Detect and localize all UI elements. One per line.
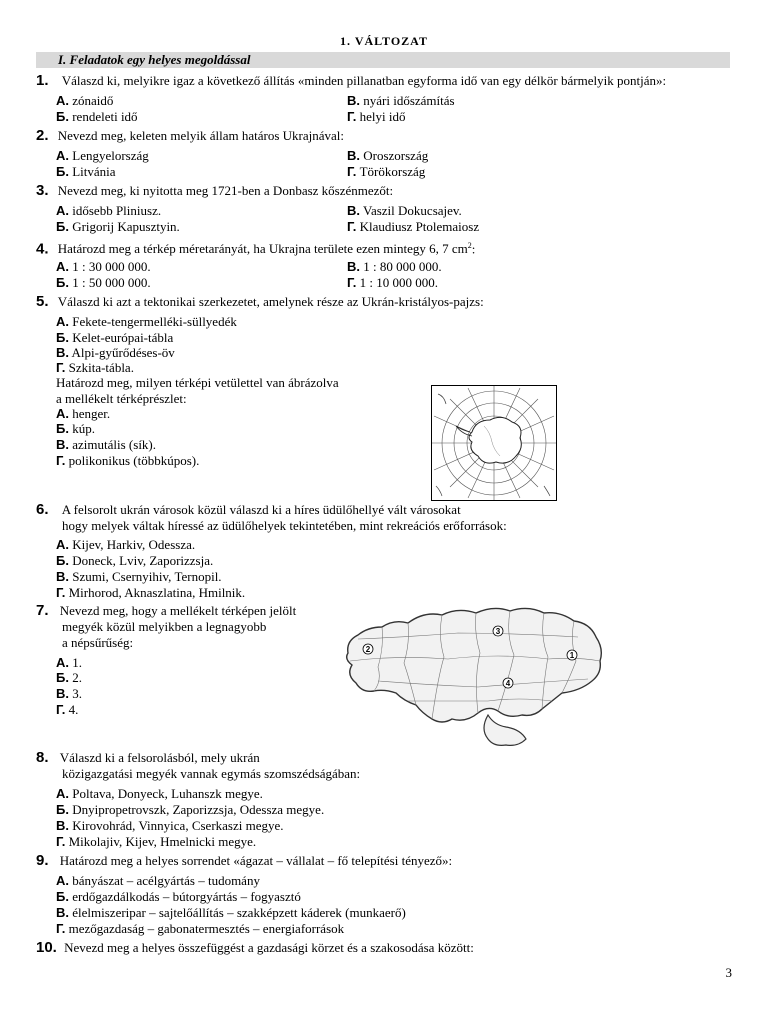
variant-title: 1. VÁLTOZAT bbox=[340, 34, 428, 48]
question-projection-line1: Határozd meg, milyen térképi vetülettel van ábrázolva bbox=[56, 375, 339, 390]
option-g[interactable]: Г. Törökország bbox=[347, 164, 426, 179]
ukraine-map-image bbox=[338, 597, 610, 757]
question-text: Nevezd meg, keleten melyik állam határos Ukrajnával: bbox=[57, 128, 345, 143]
question-4: 4. Határozd meg a térkép méretarányát, ha Ukrajna területe ezen mintegy 6, 7 $cm^2$: bbox=[36, 240, 476, 258]
option-a[interactable]: A. zónaidő bbox=[56, 93, 114, 108]
question-text: Válaszd ki azt a tektonikai szerkezetet, amelynek része az Ukrán-kristályos-pajzs: bbox=[57, 294, 484, 309]
question-7 bbox=[36, 603, 296, 619]
question-number: 5. bbox=[36, 293, 49, 310]
question-number: 7. bbox=[36, 602, 49, 619]
option-g[interactable]: Г. Mikolajiv, Kijev, Hmelnicki megye. bbox=[56, 834, 257, 849]
antarctica-map-icon bbox=[432, 386, 556, 500]
question-1 bbox=[36, 73, 666, 89]
question-number: 3. bbox=[36, 182, 49, 199]
question-number: 10. bbox=[36, 939, 57, 956]
section-title: I. Feladatok egy helyes megoldással bbox=[36, 52, 730, 68]
question-10 bbox=[36, 940, 474, 956]
question-2 bbox=[36, 128, 344, 144]
option-g[interactable]: Г. Mirhorod, Aknaszlatina, Hmilnik. bbox=[56, 585, 246, 600]
question-6 bbox=[36, 502, 461, 518]
question-8 bbox=[36, 750, 260, 766]
question-3 bbox=[36, 183, 393, 199]
option-g[interactable]: Г. 1 : 10 000 000. bbox=[347, 275, 438, 290]
question-number: 4. bbox=[36, 240, 49, 258]
antarctica-map-image bbox=[431, 385, 557, 501]
question-number: 8. bbox=[36, 749, 49, 766]
question-text: Válaszd ki a felsorolásból, mely ukrán bbox=[59, 750, 260, 765]
ukraine-map-icon bbox=[338, 597, 610, 757]
option-a[interactable]: A. henger. bbox=[56, 406, 111, 421]
map-marker-4: 4 bbox=[505, 679, 511, 688]
question-9 bbox=[36, 853, 452, 869]
option-a[interactable]: A. Kijev, Harkiv, Odessza. bbox=[56, 537, 196, 552]
option-b[interactable]: B. Alpi-gyűrődéses-öv bbox=[56, 345, 175, 360]
question-7-line2: megyék közül melyikben a legnagyobb bbox=[62, 619, 267, 634]
option-b[interactable]: B. 3. bbox=[56, 686, 82, 701]
option-a[interactable]: A. 1 : 30 000 000. bbox=[56, 259, 151, 274]
option-a[interactable]: A. 1. bbox=[56, 655, 82, 670]
option-a[interactable]: A. Lengyelország bbox=[56, 148, 149, 163]
question-number: 1. bbox=[36, 72, 49, 89]
question-text: Határozd meg a térkép méretarányát, ha Ukrajna területe ezen mintegy 6, 7 cm bbox=[57, 241, 468, 257]
option-a[interactable]: A. Poltava, Donyeck, Luhanszk megye. bbox=[56, 786, 263, 801]
option-b[interactable]: B. Oroszország bbox=[347, 148, 429, 163]
option-b-cyr[interactable]: Б. rendeleti idő bbox=[56, 109, 138, 124]
option-g[interactable]: Г. 4. bbox=[56, 702, 79, 717]
map-marker-3: 3 bbox=[495, 627, 501, 636]
question-number: 9. bbox=[36, 852, 49, 869]
option-b[interactable]: B. élelmiszeripar – sajtelőállítás – szakképzett káderek (munkaerő) bbox=[56, 905, 406, 920]
superscript: 2 bbox=[467, 241, 472, 250]
option-b-cyr[interactable]: Б. Dnyipropetrovszk, Zaporizzsja, Odessza megye. bbox=[56, 802, 325, 817]
option-g[interactable]: Г. helyi idő bbox=[347, 109, 406, 124]
option-b-cyr[interactable]: Б. Kelet-európai-tábla bbox=[56, 330, 174, 345]
question-number: 6. bbox=[36, 501, 49, 518]
question-text: A felsorolt ukrán városok közül válaszd ki a híres üdülőhellyé vált városokat bbox=[61, 502, 461, 517]
option-g[interactable]: Г. polikonikus (többkúpos). bbox=[56, 453, 200, 468]
option-g[interactable]: Г. Klaudiusz Ptolemaiosz bbox=[347, 219, 480, 234]
option-b-cyr[interactable]: Б. erdőgazdálkodás – bútorgyártás – fogyasztó bbox=[56, 889, 301, 904]
question-5 bbox=[36, 294, 484, 310]
option-b[interactable]: B. nyári időszámítás bbox=[347, 93, 455, 108]
option-a[interactable]: A. bányászat – acélgyártás – tudomány bbox=[56, 873, 260, 888]
map-marker-1: 1 bbox=[569, 651, 575, 660]
option-b[interactable]: B. Szumi, Csernyihiv, Ternopil. bbox=[56, 569, 222, 584]
question-8-line2: közigazgatási megyék vannak egymás szomszédságában: bbox=[62, 766, 361, 781]
option-g[interactable]: Г. mezőgazdaság – gabonatermesztés – energiaforrások bbox=[56, 921, 345, 936]
page-number: 3 bbox=[725, 965, 732, 980]
question-text: Válaszd ki, melyikre igaz a következő állítás «minden pillanatban egyforma idő van egy délkör bármelyik pontján»: bbox=[61, 73, 667, 88]
option-b-cyr[interactable]: Б. Litvánia bbox=[56, 164, 116, 179]
question-text: Nevezd meg, hogy a mellékelt térképen jelölt bbox=[59, 603, 297, 618]
option-a[interactable]: A. idősebb Pliniusz. bbox=[56, 203, 162, 218]
option-b-cyr[interactable]: Б. kúp. bbox=[56, 421, 95, 436]
question-number: 2. bbox=[36, 127, 49, 144]
option-b-cyr[interactable]: Б. 2. bbox=[56, 670, 82, 685]
option-b-cyr[interactable]: Б. Grigorij Kapusztyin. bbox=[56, 219, 180, 234]
question-text: Határozd meg a helyes sorrendet «ágazat – vállalat – fő telepítési tényező»: bbox=[59, 853, 453, 868]
question-text: Nevezd meg a helyes összefüggést a gazdasági körzet és a szakosodása között: bbox=[64, 940, 474, 955]
question-text: Nevezd meg, ki nyitotta meg 1721-ben a Donbasz kőszénmezőt: bbox=[57, 183, 394, 198]
option-b[interactable]: B. 1 : 80 000 000. bbox=[347, 259, 442, 274]
option-b[interactable]: B. azimutális (sík). bbox=[56, 437, 157, 452]
option-g[interactable]: Г. Szkita-tábla. bbox=[56, 360, 134, 375]
option-b[interactable]: B. Vaszil Dokucsajev. bbox=[347, 203, 462, 218]
question-7-line3: a népsűrűség: bbox=[62, 635, 134, 650]
option-a[interactable]: A. Fekete-tengermelléki-süllyedék bbox=[56, 314, 237, 329]
question-projection-line2: a mellékelt térképrészlet: bbox=[56, 391, 187, 406]
map-marker-2: 2 bbox=[365, 645, 371, 654]
option-b-cyr[interactable]: Б. 1 : 50 000 000. bbox=[56, 275, 151, 290]
option-b[interactable]: B. Kirovohrád, Vinnyica, Cserkaszi megye. bbox=[56, 818, 284, 833]
option-b-cyr[interactable]: Б. Doneck, Lviv, Zaporizzsja. bbox=[56, 553, 214, 568]
question-6-line2: hogy melyek váltak híressé az üdülőhelyek tekintetében, mint rekreációs erőforrások: bbox=[62, 518, 507, 533]
